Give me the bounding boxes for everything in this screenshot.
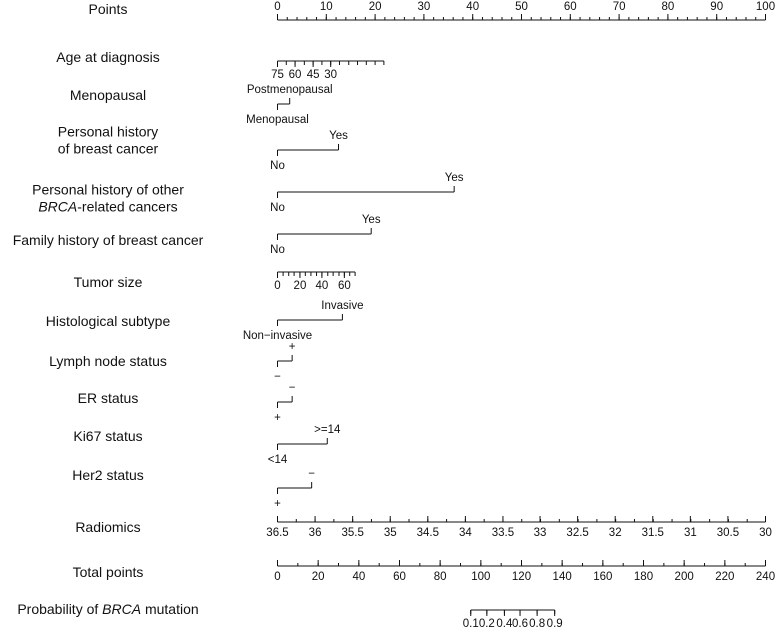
radiomics-tick-label: 34 — [458, 527, 472, 539]
radiomics-label: Radiomics — [75, 519, 141, 535]
radiomics-tick-label: 34.5 — [416, 527, 439, 539]
family-level-label: Yes — [361, 214, 381, 226]
radiomics-tick-label: 35 — [383, 527, 397, 539]
pers_other-level-label: Yes — [444, 172, 464, 184]
points-tick-label: 70 — [612, 1, 626, 13]
radiomics-tick-label: 33 — [533, 527, 547, 539]
pers_breast-level-label: Yes — [329, 130, 348, 142]
tumor-row — [74, 272, 355, 292]
age-tick-label: 60 — [288, 69, 302, 81]
points-tick-label: 40 — [466, 1, 480, 13]
points-label: Points — [88, 1, 128, 17]
tumor-tick-label: 60 — [337, 280, 351, 292]
menopausal-label: Menopausal — [69, 87, 147, 103]
radiomics-tick-label: 33.5 — [491, 527, 515, 539]
age-row — [56, 49, 384, 81]
age-tick-label: 75 — [271, 69, 284, 81]
total-tick-label: 100 — [471, 571, 491, 583]
family-level-label: No — [270, 244, 285, 256]
total-tick-label: 140 — [552, 571, 572, 583]
total-tick-label: 180 — [633, 571, 654, 583]
total-tick-label: 120 — [511, 571, 532, 583]
radiomics-tick-label: 30.5 — [716, 527, 740, 539]
radiomics-tick-label: 32.5 — [566, 527, 589, 539]
er-level-label: − — [288, 382, 296, 394]
total-tick-label: 240 — [755, 571, 776, 583]
prob-tick-label: 0.4 — [496, 618, 513, 630]
menopausal-level-label: Menopausal — [246, 114, 309, 126]
lymph-label: Lymph node status — [49, 353, 167, 369]
age-label: Age at diagnosis — [56, 49, 160, 65]
radiomics-tick-label: 31 — [683, 527, 697, 539]
prob-tick-label: 0.2 — [478, 618, 495, 630]
radiomics-tick-label: 31.5 — [641, 527, 664, 539]
er-row — [78, 382, 296, 424]
her2-level-label: + — [274, 498, 281, 510]
total-tick-label: 160 — [593, 571, 613, 583]
menopausal-row — [70, 84, 333, 126]
tumor-tick-label: 0 — [274, 280, 281, 292]
er-label: ER status — [77, 390, 139, 406]
total-tick-label: 20 — [311, 571, 325, 583]
pers_other-label: BRCA-related cancers — [38, 198, 178, 215]
points-tick-label: 90 — [710, 1, 724, 13]
prob-tick-label: 0.1 — [462, 618, 479, 630]
pers_breast-level-label: No — [270, 160, 285, 172]
points-tick-label: 50 — [515, 1, 528, 13]
menopausal-level-label: Postmenopausal — [246, 84, 333, 96]
lymph-level-label: − — [274, 371, 281, 383]
prob-label: Probability of BRCA mutation — [17, 601, 199, 617]
prob-tick-label: 0.8 — [529, 618, 546, 630]
total-tick-label: 60 — [393, 571, 406, 583]
total-tick-label: 220 — [715, 571, 735, 583]
tumor-label: Tumor size — [73, 274, 143, 290]
radiomics-tick-label: 36 — [308, 527, 322, 539]
pers_other-label: Personal history of other — [32, 181, 184, 198]
total-tick-label: 80 — [433, 571, 447, 583]
total-label: Total points — [72, 564, 144, 580]
pers_breast-row — [58, 124, 348, 173]
tumor-tick-label: 40 — [315, 280, 329, 292]
family-label: Family history of breast cancer — [12, 232, 204, 248]
points-tick-label: 80 — [661, 1, 675, 13]
points-tick-label: 20 — [368, 1, 382, 13]
radiomics-tick-label: 35.5 — [341, 527, 364, 539]
radiomics-tick-label: 32 — [608, 527, 622, 539]
histo-level-label: Invasive — [321, 300, 364, 312]
er-level-label: + — [274, 412, 281, 424]
pers_other-level-label: No — [270, 202, 285, 214]
her2-row — [72, 467, 315, 510]
her2-level-label: − — [308, 468, 316, 480]
histo-level-label: Non−invasive — [242, 330, 313, 342]
family-row — [13, 214, 381, 256]
prob-tick-label: 0.6 — [512, 618, 529, 630]
total-tick-label: 40 — [352, 571, 366, 583]
lymph-row — [49, 341, 296, 383]
radiomics-tick-label: 36.5 — [266, 527, 289, 539]
pers_breast-label: Personal history — [57, 123, 159, 140]
points-row — [89, 1, 776, 20]
histo-row — [46, 300, 364, 342]
points-tick-label: 30 — [417, 1, 431, 13]
radiomics-row — [75, 516, 772, 539]
tumor-tick-label: 20 — [293, 280, 307, 292]
histo-label: Histological subtype — [45, 313, 171, 329]
total-row — [73, 560, 776, 583]
age-tick-label: 45 — [306, 69, 320, 81]
points-tick-label: 100 — [755, 1, 776, 13]
points-tick-label: 0 — [274, 1, 281, 13]
points-tick-label: 10 — [319, 1, 333, 13]
prob-row — [17, 601, 562, 630]
ki67-level-label: <14 — [267, 454, 288, 466]
ki67-level-label: >=14 — [314, 424, 341, 436]
radiomics-tick-label: 30 — [759, 527, 772, 539]
prob-tick-label: 0.9 — [546, 618, 563, 630]
total-tick-label: 200 — [674, 571, 694, 583]
pers_breast-label: of breast cancer — [57, 140, 159, 157]
ki67-row — [73, 424, 341, 466]
ki67-label: Ki67 status — [73, 428, 143, 444]
pers_other-row — [32, 172, 464, 215]
points-tick-label: 60 — [563, 1, 577, 13]
age-tick-label: 30 — [324, 69, 338, 81]
lymph-level-label: + — [288, 341, 296, 353]
total-tick-label: 0 — [274, 571, 281, 583]
her2-label: Her2 status — [72, 467, 144, 483]
